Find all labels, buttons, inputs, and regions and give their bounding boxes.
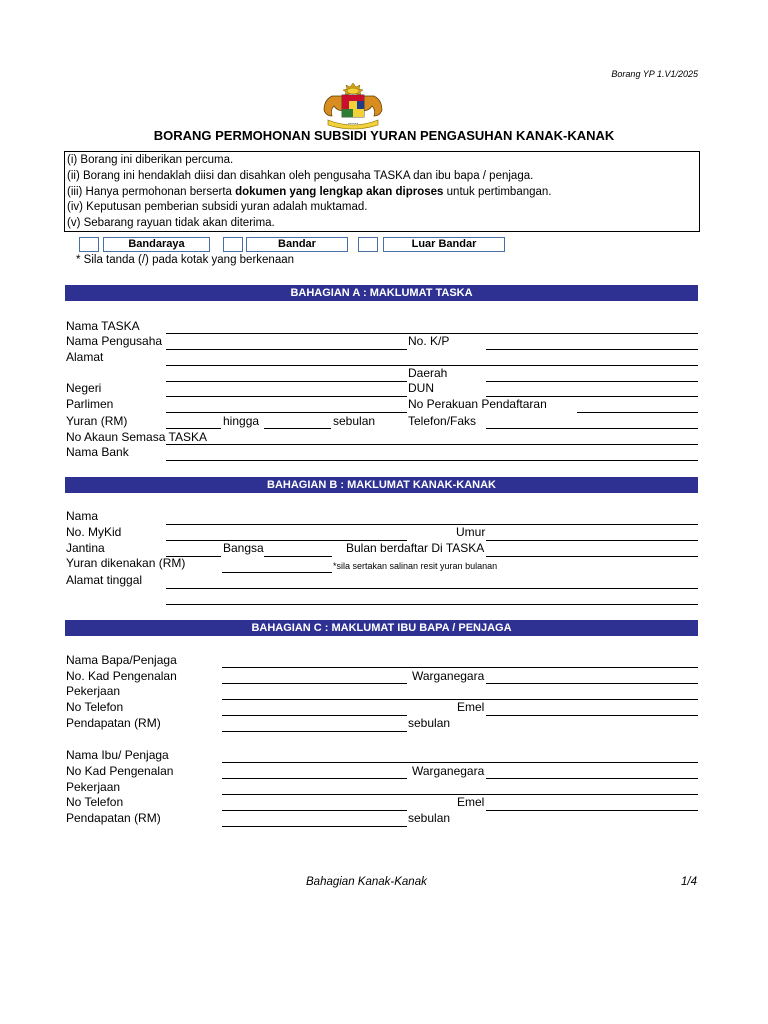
- page-number: 1/4: [681, 876, 697, 888]
- instruction-item: (iv) Keputusan pemberian subsidi yuran adalah muktamad.: [67, 201, 368, 214]
- field-telefon-ibu[interactable]: [222, 810, 407, 811]
- instruction-item: (iii) Hanya permohonan berserta dokumen yang lengkap akan diproses untuk pertimbangan.: [67, 185, 552, 198]
- label-pendapatan-bapa: Pendapatan (RM): [66, 716, 161, 730]
- field-yuran-dikenakan[interactable]: [222, 572, 332, 573]
- option-luar-bandar-label: Luar Bandar: [383, 237, 505, 252]
- label-dun: DUN: [408, 381, 434, 395]
- footer-label: Bahagian Kanak-Kanak: [306, 876, 427, 888]
- svg-text:•••••: •••••: [347, 122, 359, 126]
- label-nama-anak: Nama: [66, 509, 99, 523]
- label-sebulan-ibu: sebulan: [408, 811, 451, 825]
- yuran-note: *sila sertakan salinan resit yuran bulanan: [333, 561, 498, 571]
- field-pendapatan-ibu[interactable]: [222, 826, 407, 827]
- section-c-header: BAHAGIAN C : MAKLUMAT IBU BAPA / PENJAGA: [65, 620, 698, 636]
- field-emel-ibu[interactable]: [486, 810, 698, 811]
- field-nama-pengusaha[interactable]: [166, 349, 407, 350]
- label-telefon-ibu: No Telefon: [66, 795, 124, 809]
- label-nama-pengusaha: Nama Pengusaha: [66, 334, 163, 348]
- field-alamat-2[interactable]: [166, 381, 407, 382]
- field-daerah[interactable]: [486, 381, 698, 382]
- field-yuran-max[interactable]: [264, 428, 331, 429]
- label-bulan-daftar: Bulan berdaftar Di TASKA: [346, 541, 485, 555]
- field-parlimen[interactable]: [166, 412, 407, 413]
- option-bandar-label: Bandar: [246, 237, 348, 252]
- label-pekerjaan-bapa: Pekerjaan: [66, 684, 121, 698]
- section-a-header: BAHAGIAN A : MAKLUMAT TASKA: [65, 285, 698, 301]
- label-pendapatan-ibu: Pendapatan (RM): [66, 811, 161, 825]
- field-umur[interactable]: [486, 540, 698, 541]
- label-emel-bapa: Emel: [457, 700, 485, 714]
- label-bangsa: Bangsa: [223, 541, 264, 555]
- label-negeri: Negeri: [66, 381, 102, 395]
- field-warganegara-ibu[interactable]: [486, 778, 698, 779]
- label-kad-ibu: No Kad Pengenalan: [66, 764, 174, 778]
- label-no-perakuan: No Perakuan Pendaftaran: [408, 397, 547, 411]
- label-yuran-dikenakan: Yuran dikenakan (RM): [66, 556, 186, 570]
- section-b-header: BAHAGIAN B : MAKLUMAT KANAK-KANAK: [65, 477, 698, 493]
- checkbox-bandaraya[interactable]: [79, 237, 99, 252]
- field-warganegara-bapa[interactable]: [486, 683, 698, 684]
- label-mykid: No. MyKid: [66, 525, 122, 539]
- label-telefon-bapa: No Telefon: [66, 700, 124, 714]
- form-code: Borang YP 1.V1/2025: [611, 69, 698, 79]
- label-daerah: Daerah: [408, 366, 448, 380]
- field-alamat-tinggal-1[interactable]: [166, 588, 698, 589]
- field-telefon-faks[interactable]: [486, 428, 698, 429]
- label-jantina: Jantina: [66, 541, 105, 555]
- label-nama-taska: Nama TASKA: [66, 319, 140, 333]
- field-no-perakuan[interactable]: [577, 412, 698, 413]
- label-yuran: Yuran (RM): [66, 414, 128, 428]
- checkbox-bandar[interactable]: [223, 237, 243, 252]
- field-bangsa[interactable]: [264, 556, 332, 557]
- checkbox-luar-bandar[interactable]: [358, 237, 378, 252]
- field-no-akaun[interactable]: [166, 444, 698, 445]
- option-bandaraya-label: Bandaraya: [103, 237, 210, 252]
- label-sebulan: sebulan: [333, 414, 376, 428]
- label-pekerjaan-ibu: Pekerjaan: [66, 780, 121, 794]
- field-nama-anak[interactable]: [166, 524, 698, 525]
- field-telefon-bapa[interactable]: [222, 715, 407, 716]
- label-alamat: Alamat: [66, 350, 104, 364]
- field-negeri[interactable]: [166, 396, 407, 397]
- label-hingga: hingga: [223, 414, 260, 428]
- label-no-kp: No. K/P: [408, 334, 450, 348]
- field-nama-ibu[interactable]: [222, 762, 698, 763]
- instruction-item: (i) Borang ini diberikan percuma.: [67, 154, 234, 166]
- field-nama-bank[interactable]: [166, 460, 698, 461]
- form-title: BORANG PERMOHONAN SUBSIDI YURAN PENGASUHAN KANAK-KANAK: [153, 128, 615, 143]
- field-kad-bapa[interactable]: [222, 683, 407, 684]
- field-bulan-daftar[interactable]: [486, 556, 698, 557]
- field-alamat-tinggal-2[interactable]: [166, 604, 698, 605]
- label-warganegara-bapa: Warganegara: [412, 669, 485, 683]
- label-parlimen: Parlimen: [66, 397, 114, 411]
- label-alamat-tinggal: Alamat tinggal: [66, 573, 143, 587]
- malaysia-coat-of-arms-icon: [318, 82, 388, 130]
- label-nama-bank: Nama Bank: [66, 445, 129, 459]
- label-kad-bapa: No. Kad Pengenalan: [66, 669, 177, 683]
- field-nama-bapa[interactable]: [222, 667, 698, 668]
- label-umur: Umur: [456, 525, 486, 539]
- field-no-kp[interactable]: [486, 349, 698, 350]
- field-yuran-min[interactable]: [166, 428, 221, 429]
- label-no-akaun: No Akaun Semasa TASKA: [66, 430, 207, 444]
- label-sebulan-bapa: sebulan: [408, 716, 451, 730]
- label-warganegara-ibu: Warganegara: [412, 764, 485, 778]
- label-nama-bapa: Nama Bapa/Penjaga: [66, 653, 177, 667]
- field-kad-ibu[interactable]: [222, 778, 407, 779]
- field-pendapatan-bapa[interactable]: [222, 731, 407, 732]
- instructions-box: [64, 151, 700, 232]
- field-emel-bapa[interactable]: [486, 715, 698, 716]
- label-emel-ibu: Emel: [457, 795, 485, 809]
- checkbox-hint: * Sila tanda (/) pada kotak yang berkenaan: [76, 254, 295, 266]
- label-nama-ibu: Nama Ibu/ Penjaga: [66, 748, 169, 762]
- instruction-item: (v) Sebarang rayuan tidak akan diterima.: [67, 217, 275, 230]
- label-telefon-faks: Telefon/Faks: [408, 414, 477, 428]
- instruction-item: (ii) Borang ini hendaklah diisi dan disahkan oleh pengusaha TASKA dan ibu bapa / penjaga.: [67, 169, 534, 182]
